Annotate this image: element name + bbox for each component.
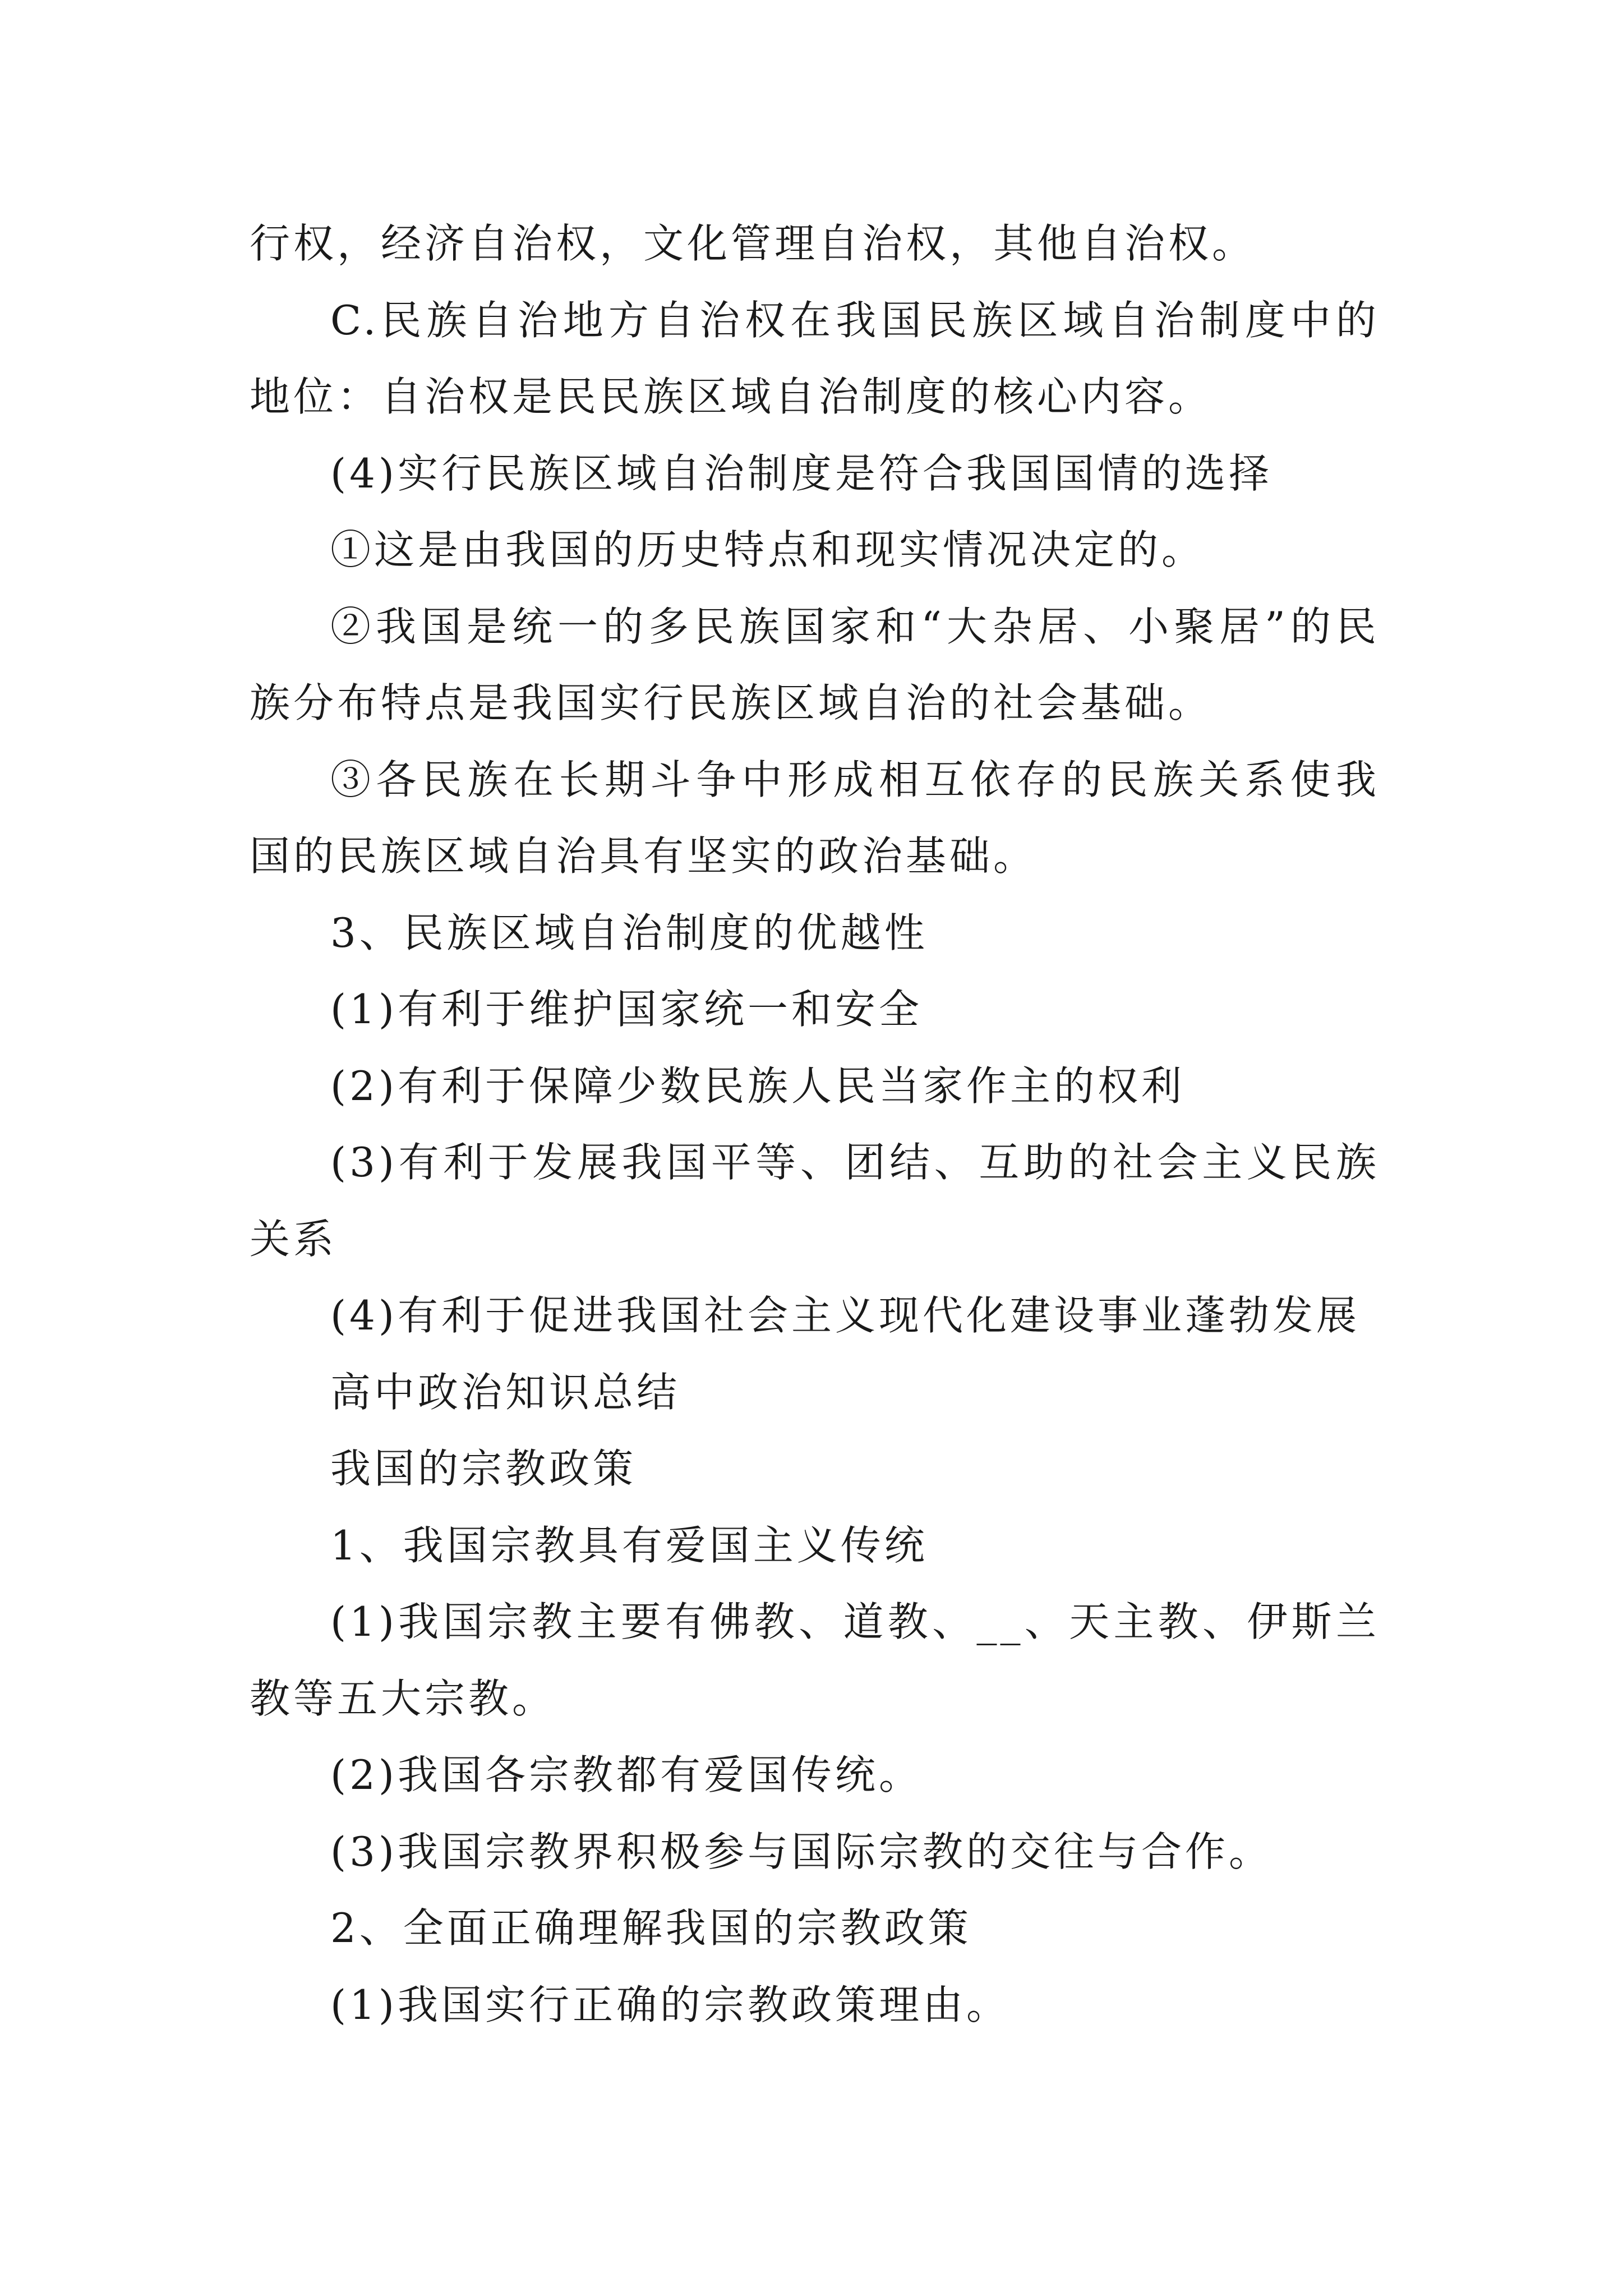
- heading-understand-policy: 2、全面正确理解我国的宗教政策: [330, 1904, 972, 1952]
- paragraph-policy-reason: (1)我国实行正确的宗教政策理由。: [330, 1981, 1010, 2028]
- paragraph-advantage-2: (2)有利于保障少数民族人民当家作主的权利: [330, 1062, 1185, 1110]
- paragraph-patriotic: (2)我国各宗教都有爱国传统。: [330, 1751, 923, 1798]
- paragraph-social-basis: ②我国是统一的多民族国家和“大杂居、小聚居”的民族分布特点是我国实行民族区域自治的社会基础。: [250, 602, 1380, 726]
- paragraph-advantage-3: (3)有利于发展我国平等、团结、互助的社会主义民族关系: [250, 1139, 1380, 1263]
- heading-summary: 高中政治知识总结: [330, 1368, 681, 1416]
- paragraph-autonomy-rights: 行权，经济自治权，文化管理自治权，其他自治权。: [250, 220, 1256, 267]
- paragraph-advantage-4: (4)有利于促进我国社会主义现代化建设事业蓬勃发展: [330, 1292, 1360, 1339]
- heading-advantages: 3、民族区域自治制度的优越性: [330, 909, 928, 956]
- paragraph-advantage-1: (1)有利于维护国家统一和安全: [330, 986, 923, 1033]
- paragraph-international: (3)我国宗教界积极参与国际宗教的交往与合作。: [330, 1828, 1272, 1875]
- paragraph-autonomy-status: C.民族自治地方自治权在我国民族区域自治制度中的地位：自治权是民民族区域自治制度的核心内容。: [250, 296, 1380, 420]
- heading-religion-policy: 我国的宗教政策: [330, 1445, 637, 1492]
- document-body: [250, 205, 1380, 2043]
- paragraph-five-religions: (1)我国宗教主要有佛教、道教、__、天主教、伊斯兰教等五大宗教。: [250, 1598, 1380, 1722]
- paragraph-history-reason: ①这是由我国的历史特点和现实情况决定的。: [330, 526, 1206, 573]
- paragraph-political-basis: ③各民族在长期斗争中形成相互依存的民族关系使我国的民族区域自治具有坚实的政治基础。: [250, 756, 1380, 880]
- heading-patriotic-tradition: 1、我国宗教具有爱国主义传统: [330, 1521, 928, 1569]
- paragraph-national-conditions: (4)实行民族区域自治制度是符合我国国情的选择: [330, 449, 1272, 497]
